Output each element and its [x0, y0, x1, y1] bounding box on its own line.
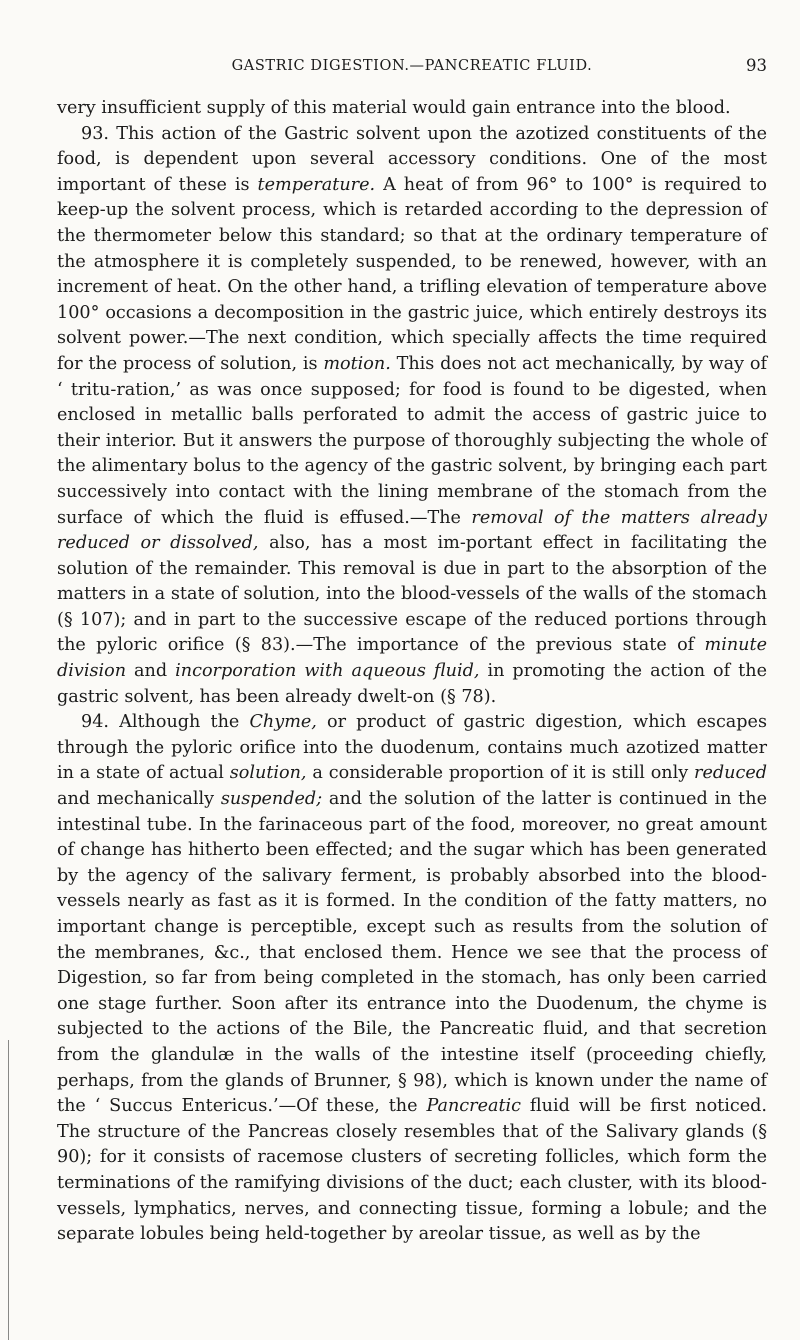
text-run: and mechanically	[57, 789, 221, 810]
text-run: or product of gastric digestion, which escapes through the pyloric orifice into the duodenum, contains much azotized matter in a state of actual	[57, 712, 767, 784]
body-text	[57, 96, 767, 1248]
text-run: a considerable proportion of it is still only	[306, 763, 695, 784]
italic-text: minute division	[57, 635, 767, 682]
paragraph-continuation	[57, 96, 767, 122]
paragraph-94	[57, 710, 767, 1247]
italic-text: Pancreatic	[426, 1096, 522, 1117]
text-run: fluid will be first noticed. The structure of the Pancreas closely resembles that of the Salivary glands (§ 90); for it consists of racemose clusters of secreting follicles, which form the terminations of the ramifying divisions of the duct; each cluster, with its blood-vessels, lymphatics, nerves, and connecting tissue, forming a lobule; and the separate lobules being held-together by areolar tissue, as well as by the	[57, 1096, 767, 1245]
page-number: 93	[746, 56, 767, 75]
text-run: also, has a most im-portant effect in facilitating the solution of the remainder. This removal is due in part to the absorption of the matters in a state of solution, into the blood-vessels of the walls of the stomach (§ 107); and in part to the successive escape of the reduced portions through the pyloric orifice (§ 83).—The importance of the previous state of	[57, 533, 767, 656]
italic-text: removal of the matters already reduced or dissolved,	[57, 507, 767, 554]
page-header	[57, 0, 767, 75]
italic-text: motion.	[323, 353, 391, 374]
text-run: very insufficient supply of this material would gain entrance into the blood.	[57, 98, 731, 118]
italic-text: temperature.	[257, 174, 376, 195]
italic-text: reduced	[694, 763, 767, 784]
italic-text: incorporation with aqueous fluid,	[175, 661, 480, 682]
text-run: 94. Although the	[81, 712, 250, 733]
text-run: and	[126, 661, 176, 682]
text-run: in promoting the action of the gastric solvent, has been already dwelt-on (§ 78).	[57, 661, 767, 707]
paragraph-93	[57, 122, 767, 711]
binding-edge-line	[8, 1040, 9, 1340]
italic-text: suspended;	[220, 789, 323, 810]
text-run: 93. This action of the Gastric solvent upon the azotized constituents of the food, is dependent upon several accessory conditions. One of the most important of these is	[57, 123, 767, 195]
italic-text: solution,	[229, 763, 307, 784]
text-run: This does not act mechanically, by way of ‘ tritu-ration,’ as was once supposed; for food is found to be digested, when enclosed in metallic balls perforated to admit the access of gastric juice to their interior. But it answers the purpose of thoroughly subjecting the whole of the alimentary bolus to the agency of the gastric solvent, by bringing each part successively into contact with the lining membrane of the stomach from the surface of which the fluid is effused.—The	[57, 353, 767, 528]
text-run: A heat of from 96° to 100° is required to keep-up the solvent process, which is retarded according to the depression of the thermometer below this standard; so that at the ordinary temperature of the atmosphere it is completely suspended, to be renewed, however, with an increment of heat. On the other hand, a trifling elevation of temperature above 100° occasions a decomposition in the gastric juice, which entirely destroys its solvent power.—The next condition, which specially affects the time required for the process of solution, is	[57, 174, 768, 374]
book-page	[57, 0, 768, 1245]
text-run: and the solution of the latter is continued in the intestinal tube. In the farinaceous part of the food, moreover, no great amount of change has hitherto been effected; and the sugar which has been generated by the agency of the salivary ferment, is probably absorbed into the blood-vessels nearly as fast as it is formed. In the condition of the fatty matters, no important change is perceptible, except such as results from the solution of the membranes, &c., that enclosed them. Hence we see that the process of Digestion, so far from being completed in the stomach, has only been carried one stage further. Soon after its entrance into the Duodenum, the chyme is subjected to the actions of the Bile, the Pancreatic fluid, and that secretion from the glandulæ in the walls of the intestine itself (proceeding chiefly, perhaps, from the glands of Brunner, § 98), which is known under the name of the ‘ Succus Entericus.’—Of these, the	[57, 789, 767, 1117]
italic-text: Chyme,	[249, 712, 317, 733]
running-head: GASTRIC DIGESTION.—PANCREATIC FLUID.	[231, 58, 593, 74]
